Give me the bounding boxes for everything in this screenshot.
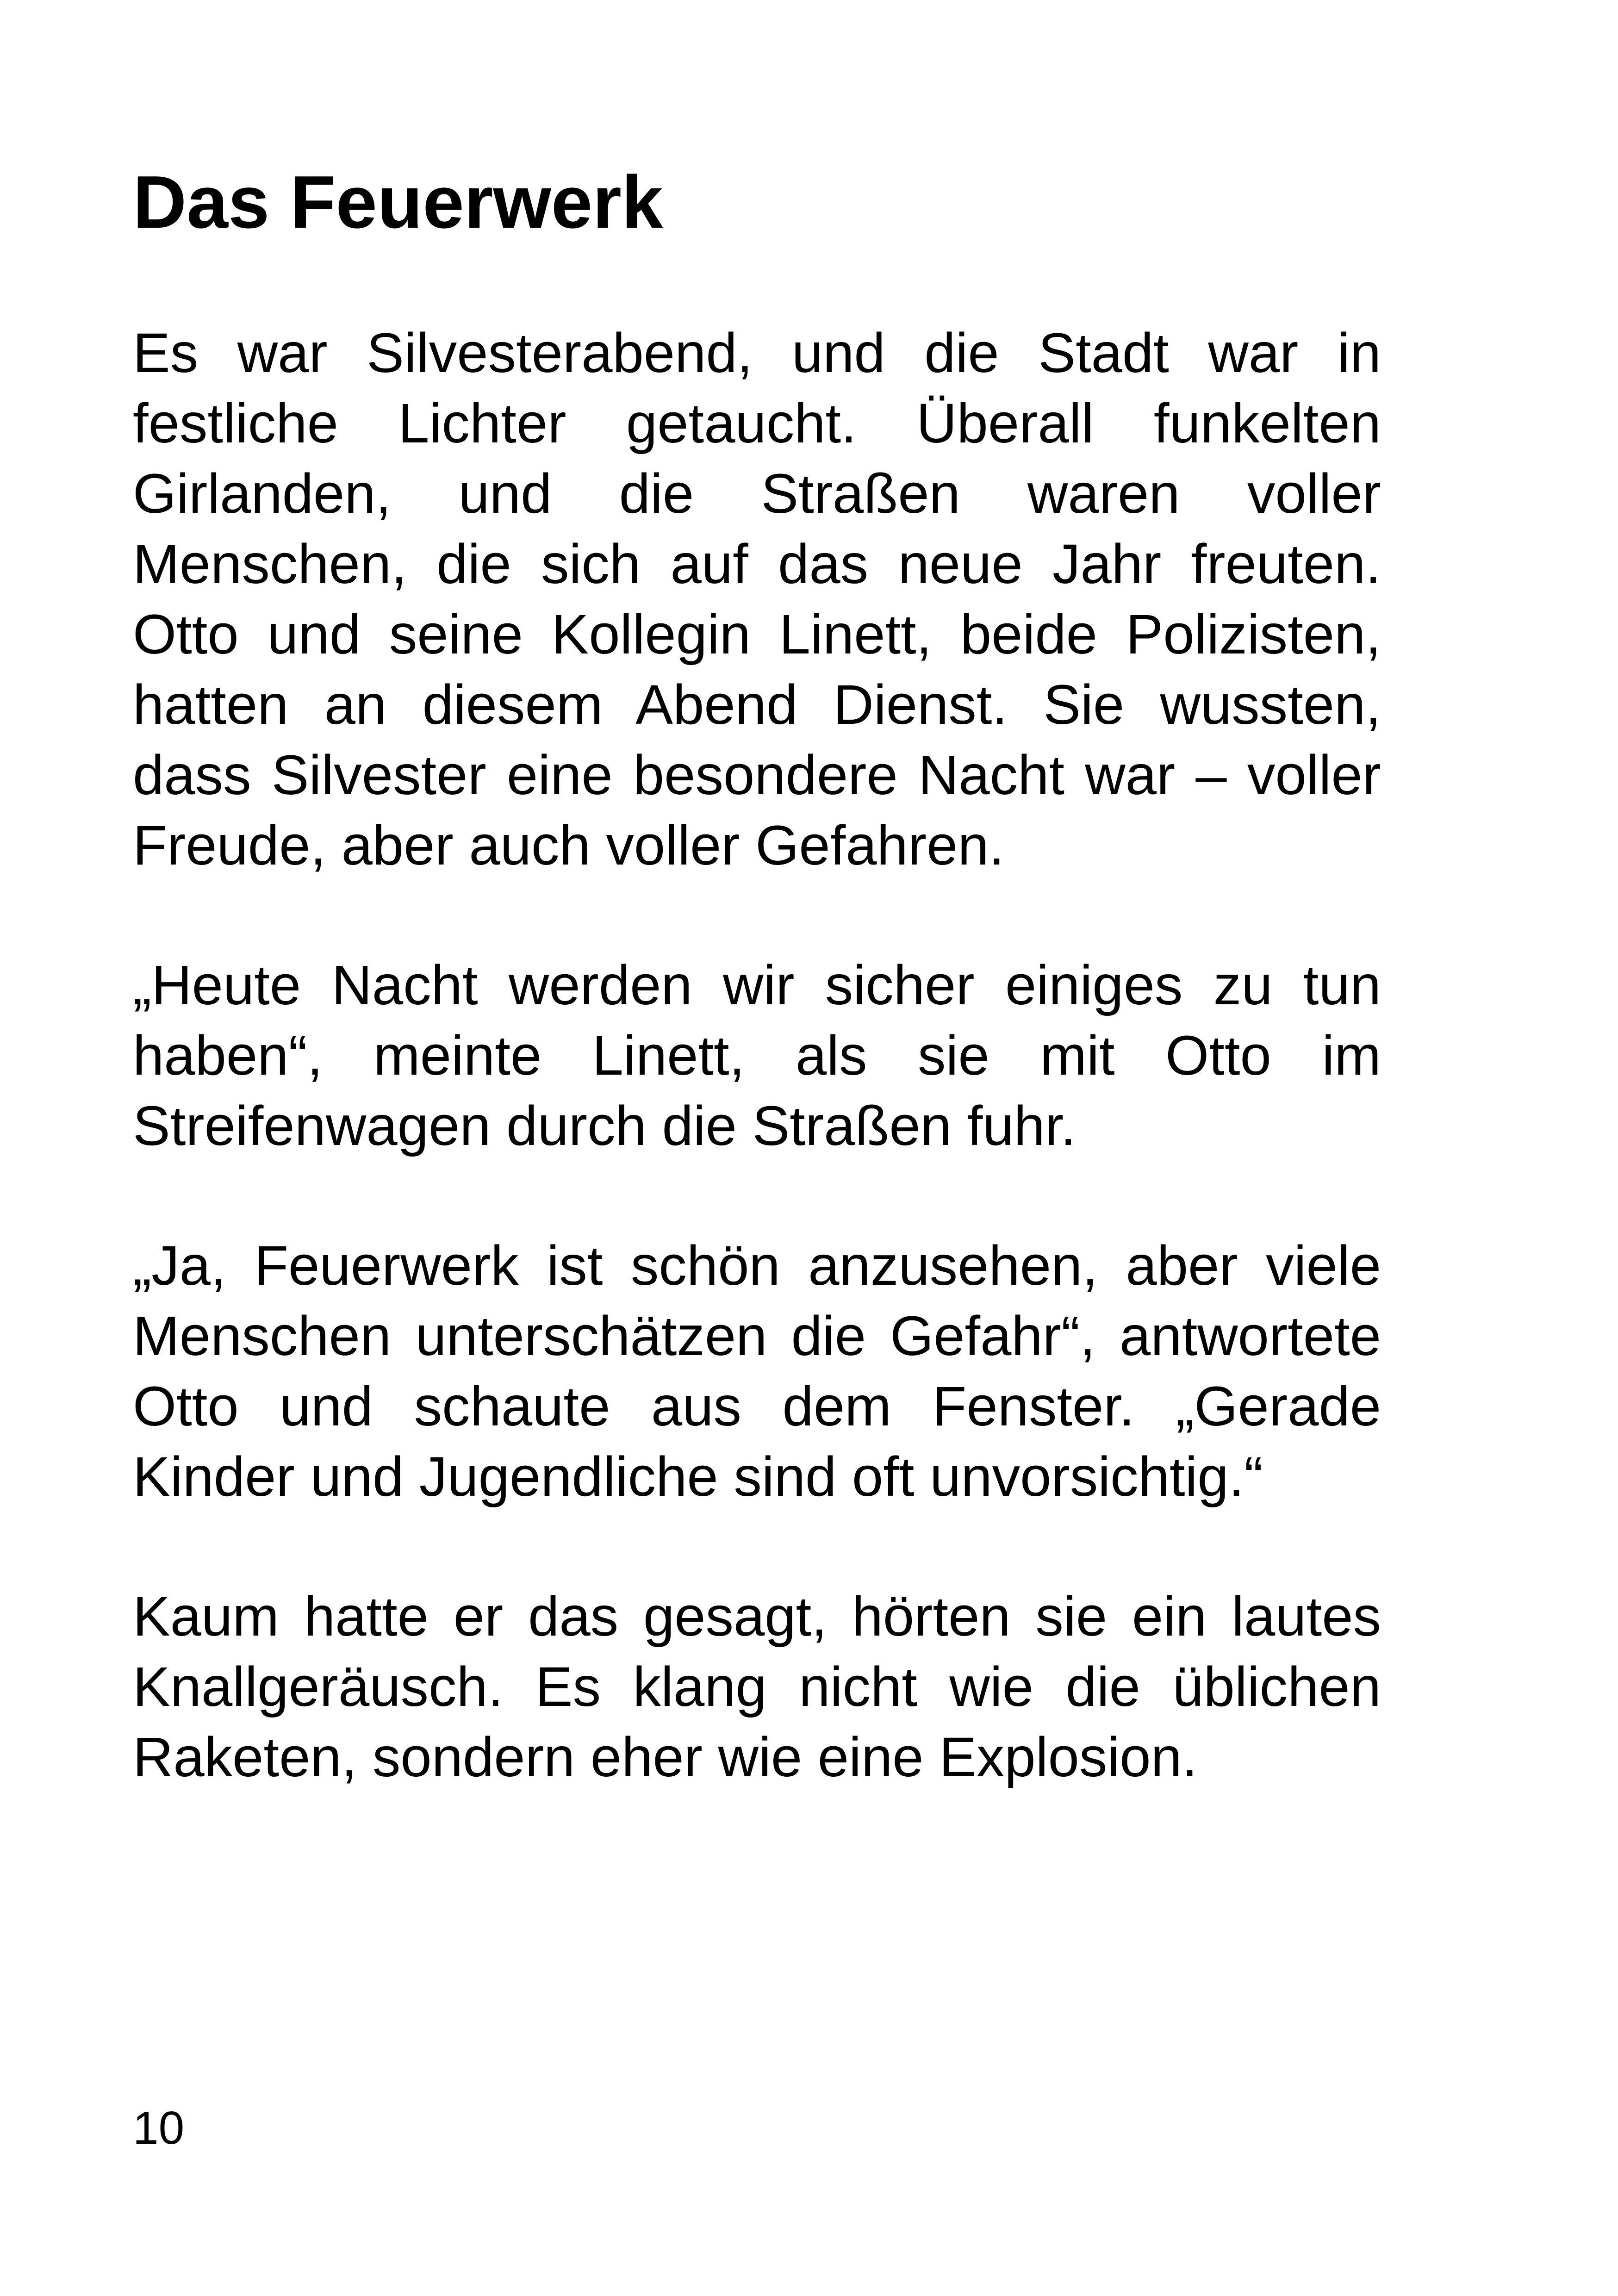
paragraph: Es war Silvesterabend, und die Stadt war in festliche Lichter getaucht. Überall funkelten Girlanden, und die Straßen waren voller Menschen, die sich auf das neue Jahr freuten. Otto und seine Kollegin Linett, beide Polizisten, hatten an diesem Abend Dienst. Sie wussten, dass Silvester eine besondere Nacht war – voller Freude, aber auch voller Gefahren.	[133, 321, 1381, 877]
paragraph: Kaum hatte er das gesagt, hörten sie ein lautes Knallgeräusch. Es klang nicht wie die üblichen Raketen, sondern eher wie eine Explosion.	[133, 1585, 1381, 1788]
page-number: 10	[133, 2102, 185, 2154]
paragraph: „Heute Nacht werden wir sicher einiges zu tun haben“, meinte Linett, als sie mit Otto im Streifenwagen durch die Straßen fuhr.	[133, 953, 1381, 1157]
page-title: Das Feuerwerk	[133, 161, 663, 244]
paragraph: „Ja, Feuerwerk ist schön anzusehen, aber viele Menschen unterschätzen die Gefahr“, antwortete Otto und schaute aus dem Fenster. „Gerade Kinder und Jugendliche sind oft unvorsichtig.“	[133, 1234, 1381, 1508]
body-text	[133, 317, 1381, 1792]
